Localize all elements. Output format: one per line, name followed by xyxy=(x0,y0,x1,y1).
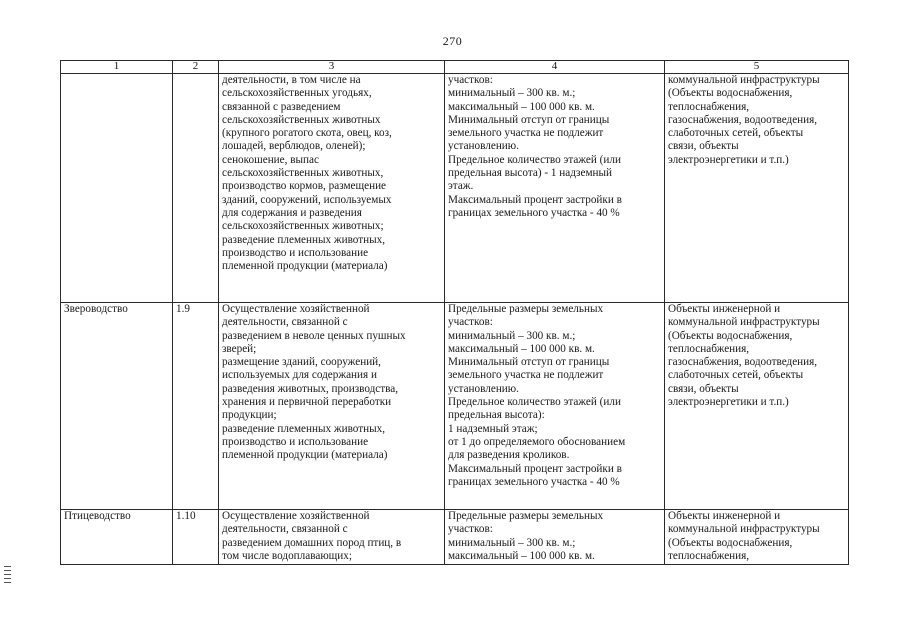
cell-text-line: (Объекты водоснабжения, xyxy=(668,536,793,549)
cell-text-line: связи, объекты xyxy=(668,140,739,153)
cell-text-line: используемых для содержания и xyxy=(222,369,377,382)
cell-text-line: границах земельного участка - 40 % xyxy=(448,206,620,219)
land-use-table xyxy=(60,60,849,565)
cell-text-line: теплоснабжения, xyxy=(668,342,750,355)
cell-text-line: разведения животных, производства, xyxy=(222,382,399,395)
use-description-cell xyxy=(219,303,445,510)
scan-margin-mark xyxy=(4,566,11,586)
cell-text-line: разведение племенных животных, xyxy=(222,233,386,246)
cell-text-line: электроэнергетики и т.п.) xyxy=(668,153,789,166)
cell-text-line: племенной продукции (материала) xyxy=(222,449,388,462)
cell-text-line: минимальный – 300 кв. м.; xyxy=(448,87,576,100)
cell-text-line: коммунальной инфраструктуры xyxy=(668,523,820,536)
cell-text-line: участков: xyxy=(448,74,493,86)
cell-text-line: (Объекты водоснабжения, xyxy=(668,87,793,100)
cell-text-line: том числе водоплавающих; xyxy=(222,549,352,562)
cell-text-line: Минимальный отступ от границы xyxy=(448,113,610,126)
cell-text-line: минимальный – 300 кв. м.; xyxy=(448,329,576,342)
cell-text-line: предельная высота): xyxy=(448,409,545,422)
cell-text-line: производство кормов, размещение xyxy=(222,180,387,193)
parameters-cell xyxy=(445,74,665,303)
cell-text-line: установлению. xyxy=(448,382,519,395)
table-row xyxy=(61,74,849,303)
cell-text-line: предельная высота) - 1 надземный xyxy=(448,167,613,180)
infrastructure-cell xyxy=(665,74,849,303)
use-description-cell xyxy=(219,74,445,303)
cell-text-line: границах земельного участка - 40 % xyxy=(448,475,620,488)
parameters-cell xyxy=(445,510,665,565)
cell-text-line: для разведения кроликов. xyxy=(448,449,570,462)
column-header: 5 xyxy=(665,61,849,74)
use-type-name xyxy=(61,74,173,303)
cell-text-line: газоснабжения, водоотведения, xyxy=(668,356,818,369)
cell-text-line: Осуществление хозяйственной xyxy=(222,510,370,522)
parameters-cell xyxy=(445,303,665,510)
cell-text-line: (крупного рогатого скота, овец, коз, xyxy=(222,127,392,140)
cell-text-line: максимальный – 100 000 кв. м. xyxy=(448,342,595,355)
cell-text-line: участков: xyxy=(448,523,493,536)
table-row xyxy=(61,510,849,565)
cell-text-line: хранения и первичной переработки xyxy=(222,396,392,409)
cell-text-line: деятельности, в том числе на xyxy=(222,74,361,86)
cell-text-line: сенокошение, выпас xyxy=(222,153,319,166)
cell-text-line: максимальный – 100 000 кв. м. xyxy=(448,100,595,113)
cell-text-line: слаботочных сетей, объекты xyxy=(668,127,804,140)
cell-text-line: лошадей, верблюдов, оленей); xyxy=(222,140,366,153)
cell-text-line: связанной с разведением xyxy=(222,100,341,113)
table-header-row xyxy=(61,61,849,74)
cell-text-line: коммунальной инфраструктуры xyxy=(668,316,820,329)
cell-text-line: установлению. xyxy=(448,140,519,153)
cell-text-line: сельскохозяйственных животных, xyxy=(222,167,384,180)
cell-text-line: земельного участка не подлежит xyxy=(448,127,604,140)
cell-text-line: теплоснабжения, xyxy=(668,549,750,562)
cell-text-line: этаж. xyxy=(448,180,474,193)
cell-text-line: зданий, сооружений, используемых xyxy=(222,193,392,206)
cell-text-line: Предельные размеры земельных xyxy=(448,510,604,522)
cell-text-line: размещение зданий, сооружений, xyxy=(222,356,381,369)
column-header: 1 xyxy=(61,61,173,74)
cell-text-line: разведением домашних пород птиц, в xyxy=(222,536,402,549)
column-header: 4 xyxy=(445,61,665,74)
cell-text-line: Минимальный отступ от границы xyxy=(448,356,610,369)
cell-text-line: разведение племенных животных, xyxy=(222,422,386,435)
cell-text-line: 1 надземный этаж; xyxy=(448,422,538,435)
cell-text-line: разведением в неволе ценных пушных xyxy=(222,329,406,342)
cell-text-line: Осуществление хозяйственной xyxy=(222,303,370,315)
table-row xyxy=(61,303,849,510)
cell-text-line: Объекты инженерной и xyxy=(668,303,781,315)
cell-text-line: сельскохозяйственных животных xyxy=(222,113,381,126)
cell-text-line: деятельности, связанной с xyxy=(222,316,348,329)
infrastructure-cell xyxy=(665,510,849,565)
page-number: 270 xyxy=(442,34,463,48)
cell-text-line: участков: xyxy=(448,316,493,329)
cell-text-line: (Объекты водоснабжения, xyxy=(668,329,793,342)
cell-text-line: Максимальный процент застройки в xyxy=(448,462,622,475)
cell-text-line: слаботочных сетей, объекты xyxy=(668,369,804,382)
cell-text-line: племенной продукции (материала) xyxy=(222,260,388,273)
cell-text-line: газоснабжения, водоотведения, xyxy=(668,113,818,126)
cell-text-line: теплоснабжения, xyxy=(668,100,750,113)
cell-text-line: коммунальной инфраструктуры xyxy=(668,74,820,86)
cell-text-line: связи, объекты xyxy=(668,382,739,395)
cell-text-line: максимальный – 100 000 кв. м. xyxy=(448,549,595,562)
infrastructure-cell xyxy=(665,303,849,510)
cell-text-line: Предельное количество этажей (или xyxy=(448,396,621,409)
cell-text-line: Объекты инженерной и xyxy=(668,510,781,522)
cell-text-line: Предельные размеры земельных xyxy=(448,303,604,315)
column-header: 2 xyxy=(173,61,219,74)
use-type-name: Звероводство xyxy=(61,303,173,510)
use-type-code xyxy=(173,74,219,303)
use-type-code: 1.10 xyxy=(173,510,219,565)
cell-text-line: электроэнергетики и т.п.) xyxy=(668,396,789,409)
cell-text-line: от 1 до определяемого обоснованием xyxy=(448,435,626,448)
cell-text-line: деятельности, связанной с xyxy=(222,523,348,536)
cell-text-line: земельного участка не подлежит xyxy=(448,369,604,382)
cell-text-line: зверей; xyxy=(222,342,257,355)
cell-text-line: продукции; xyxy=(222,409,277,422)
column-header: 3 xyxy=(219,61,445,74)
cell-text-line: производство и использование xyxy=(222,246,369,259)
use-description-cell xyxy=(219,510,445,565)
cell-text-line: сельскохозяйственных угодьях, xyxy=(222,87,372,100)
cell-text-line: для содержания и разведения xyxy=(222,206,362,219)
use-type-name: Птицеводство xyxy=(61,510,173,565)
cell-text-line: сельскохозяйственных животных; xyxy=(222,220,384,233)
cell-text-line: Максимальный процент застройки в xyxy=(448,193,622,206)
cell-text-line: производство и использование xyxy=(222,435,369,448)
use-type-code: 1.9 xyxy=(173,303,219,510)
cell-text-line: Предельное количество этажей (или xyxy=(448,153,621,166)
cell-text-line: минимальный – 300 кв. м.; xyxy=(448,536,576,549)
